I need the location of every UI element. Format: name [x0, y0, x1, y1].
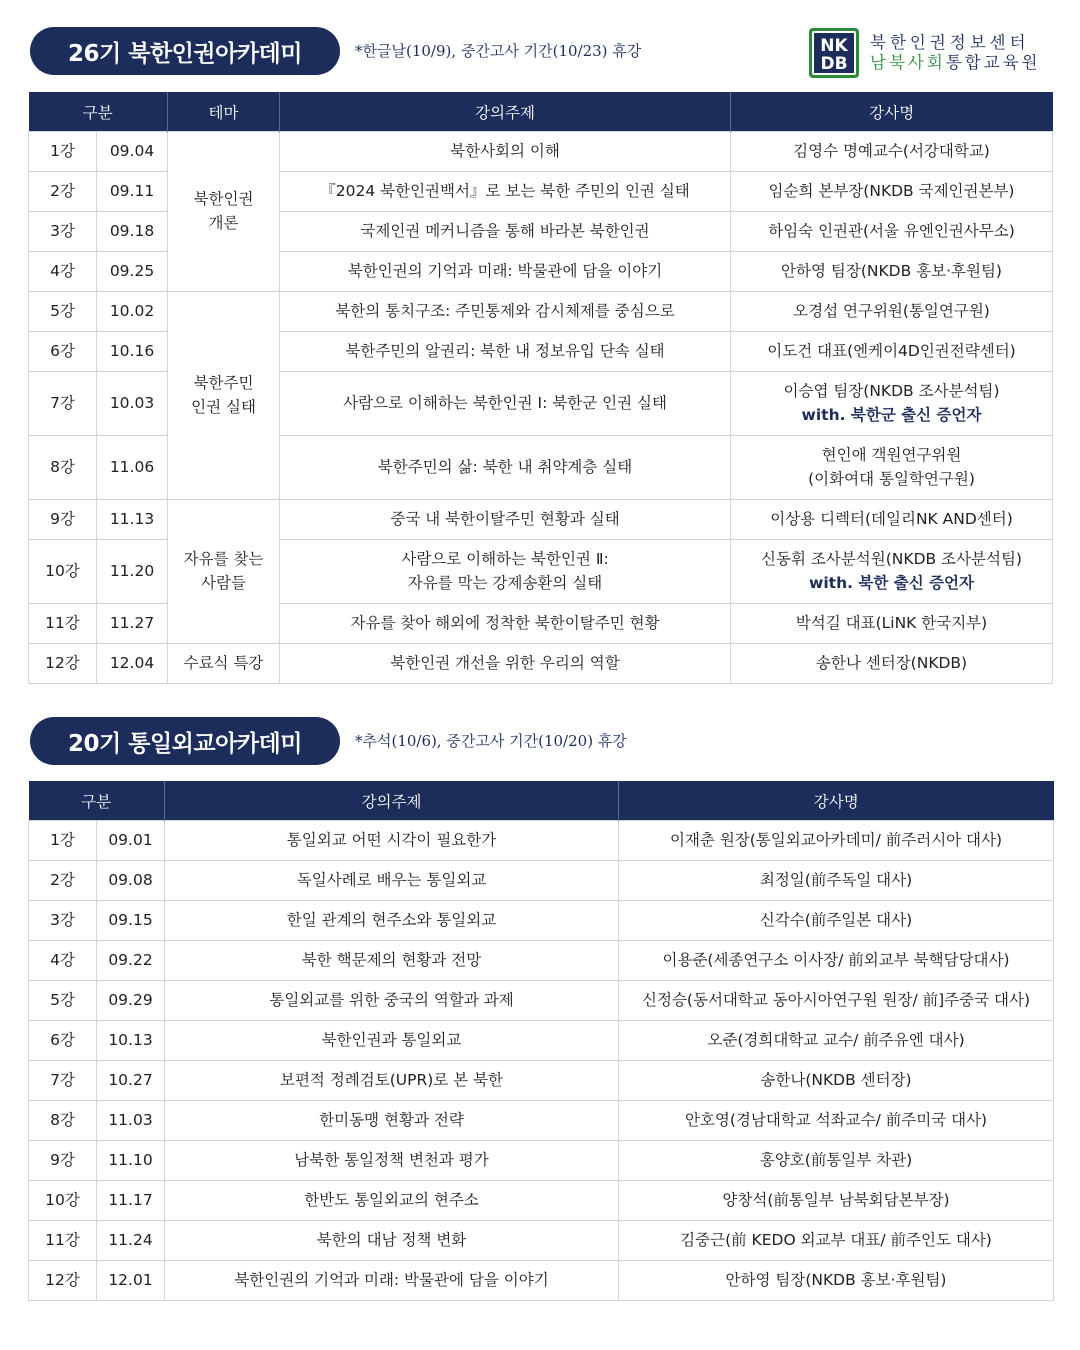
- lecture-speaker: 이재춘 원장(통일외교아카데미/ 前주러시아 대사): [619, 821, 1054, 861]
- lecture-number: 11강: [29, 1221, 97, 1261]
- lecture-topic: 북한인권의 기억과 미래: 박물관에 담을 이야기: [280, 252, 731, 292]
- table-row: [29, 941, 1054, 981]
- col-header-speaker: 강사명: [731, 92, 1053, 132]
- lecture-topic: 사람으로 이해하는 북한인권 Ⅱ: 자유를 막는 강제송환의 실태: [280, 540, 731, 604]
- lecture-date: 10.02: [97, 292, 168, 332]
- col-header-theme: 테마: [168, 92, 280, 132]
- col-header-speaker: 강사명: [619, 781, 1054, 821]
- lecture-date: 11.03: [97, 1101, 165, 1141]
- lecture-topic: 독일사례로 배우는 통일외교: [165, 861, 619, 901]
- table-row: [29, 292, 1053, 332]
- lecture-topic: 북한인권 개선을 위한 우리의 역할: [280, 644, 731, 684]
- lecture-date: 09.11: [97, 172, 168, 212]
- lecture-date: 11.06: [97, 436, 168, 500]
- speaker-name: 하임숙 인권관(서울 유엔인권사무소): [768, 221, 1015, 240]
- lecture-topic: 북한인권과 통일외교: [165, 1021, 619, 1061]
- col-header-topic: 강의주제: [280, 92, 731, 132]
- lecture-number: 7강: [29, 1061, 97, 1101]
- speaker-name: 박석길 대표(LiNK 한국지부): [795, 613, 988, 632]
- lecture-date: 09.29: [97, 981, 165, 1021]
- col-header-topic: 강의주제: [165, 781, 619, 821]
- lecture-topic: 보편적 정례검토(UPR)로 본 북한: [165, 1061, 619, 1101]
- table-row: [29, 1101, 1054, 1141]
- lecture-number: 8강: [29, 1101, 97, 1141]
- lecture-date: 11.27: [97, 604, 168, 644]
- lecture-topic: 북한주민의 삶: 북한 내 취약계층 실태: [280, 436, 731, 500]
- lecture-number: 12강: [29, 1261, 97, 1301]
- lecture-speaker: 최정일(前주독일 대사): [619, 861, 1054, 901]
- table-row: [29, 981, 1054, 1021]
- lecture-number: 4강: [29, 941, 97, 981]
- lecture-number: 10강: [29, 1181, 97, 1221]
- table-row: [29, 861, 1054, 901]
- speaker-name: 신동휘 조사분석원(NKDB 조사분석팀): [761, 550, 1022, 569]
- lecture-number: 2강: [29, 861, 97, 901]
- lecture-theme: 자유를 찾는 사람들: [168, 500, 280, 644]
- lecture-date: 09.04: [97, 132, 168, 172]
- speaker-name: 오경섭 연구위원(통일연구원): [793, 301, 990, 320]
- academy20-table: [28, 781, 1054, 1301]
- guest-witness: with. 북한군 출신 증언자: [801, 405, 982, 424]
- lecture-number: 9강: [29, 1141, 97, 1181]
- lecture-date: 10.16: [97, 332, 168, 372]
- speaker-name: 이도건 대표(엔케이4D인권전략센터): [767, 341, 1016, 360]
- lecture-speaker: [731, 540, 1053, 604]
- lecture-topic: 자유를 찾아 해외에 정착한 북한이탈주민 현황: [280, 604, 731, 644]
- lecture-number: 9강: [29, 500, 97, 540]
- lecture-topic: 북한의 대남 정책 변화: [165, 1221, 619, 1261]
- lecture-topic: 북한 핵문제의 현황과 전망: [165, 941, 619, 981]
- lecture-date: 11.10: [97, 1141, 165, 1181]
- lecture-date: 09.01: [97, 821, 165, 861]
- speaker-name: 송한나 센터장(NKDB): [815, 653, 968, 672]
- logo-org-subname: 남북사회통합교육원: [870, 53, 1041, 72]
- lecture-topic: 한일 관계의 현주소와 통일외교: [165, 901, 619, 941]
- lecture-speaker: 안호영(경남대학교 석좌교수/ 前주미국 대사): [619, 1101, 1054, 1141]
- speaker-name: 이승엽 팀장(NKDB 조사분석팀): [783, 382, 1000, 401]
- table-row: [29, 1221, 1054, 1261]
- lecture-topic: 『2024 북한인권백서』로 보는 북한 주민의 인권 실태: [280, 172, 731, 212]
- lecture-topic: 통일외교 어떤 시각이 필요한가: [165, 821, 619, 861]
- lecture-number: 10강: [29, 540, 97, 604]
- lecture-number: 3강: [29, 901, 97, 941]
- lecture-topic: 북한의 통치구조: 주민통제와 감시체제를 중심으로: [280, 292, 731, 332]
- lecture-speaker: 이용준(세종연구소 이사장/ 前외교부 북핵담당대사): [619, 941, 1054, 981]
- lecture-theme: 수료식 특강: [168, 644, 280, 684]
- section2-note: *추석(10/6), 중간고사 기간(10/20) 휴강: [355, 732, 627, 750]
- lecture-date: 12.01: [97, 1261, 165, 1301]
- lecture-speaker: 신정승(동서대학교 동아시아연구원 원장/ 前]주중국 대사): [619, 981, 1054, 1021]
- lecture-speaker: 오준(경희대학교 교수/ 前주유엔 대사): [619, 1021, 1054, 1061]
- lecture-speaker: [731, 252, 1053, 292]
- col-header-no: 구분: [29, 92, 168, 132]
- lecture-speaker: [731, 292, 1053, 332]
- lecture-number: 6강: [29, 1021, 97, 1061]
- lecture-date: 10.13: [97, 1021, 165, 1061]
- nkdb-logo-icon: [808, 27, 860, 79]
- lecture-date: 12.04: [97, 644, 168, 684]
- section1-title: 26기 북한인권아카데미: [30, 27, 340, 75]
- lecture-number: 6강: [29, 332, 97, 372]
- lecture-number: 7강: [29, 372, 97, 436]
- lecture-date: 11.13: [97, 500, 168, 540]
- table-row: [29, 1181, 1054, 1221]
- lecture-date: 11.24: [97, 1221, 165, 1261]
- lecture-topic: 국제인권 메커니즘을 통해 바라본 북한인권: [280, 212, 731, 252]
- lecture-date: 09.08: [97, 861, 165, 901]
- lecture-speaker: [731, 436, 1053, 500]
- table-row: [29, 132, 1053, 172]
- lecture-date: 10.03: [97, 372, 168, 436]
- lecture-topic: 북한사회의 이해: [280, 132, 731, 172]
- logo-org-name: 북한인권정보센터: [870, 33, 1030, 53]
- lecture-date: 09.25: [97, 252, 168, 292]
- lecture-number: 3강: [29, 212, 97, 252]
- lecture-topic: 중국 내 북한이탈주민 현황과 실태: [280, 500, 731, 540]
- lecture-number: 8강: [29, 436, 97, 500]
- section1-note: *한글날(10/9), 중간고사 기간(10/23) 휴강: [355, 42, 642, 60]
- lecture-number: 1강: [29, 821, 97, 861]
- lecture-topic: 한반도 통일외교의 현주소: [165, 1181, 619, 1221]
- lecture-speaker: 안하영 팀장(NKDB 홍보·후원팀): [619, 1261, 1054, 1301]
- lecture-theme: 북한주민 인권 실태: [168, 292, 280, 500]
- academy26-table: [28, 92, 1053, 684]
- lecture-date: 09.22: [97, 941, 165, 981]
- col-header-no: 구분: [29, 781, 165, 821]
- lecture-speaker: [731, 500, 1053, 540]
- speaker-name: 김영수 명예교수(서강대학교): [793, 141, 990, 160]
- speaker-name: 임순희 본부장(NKDB 국제인권본부): [768, 181, 1015, 200]
- table-row: [29, 901, 1054, 941]
- lecture-date: 09.15: [97, 901, 165, 941]
- lecture-speaker: [731, 644, 1053, 684]
- lecture-number: 12강: [29, 644, 97, 684]
- nkdb-logo: [808, 26, 1048, 80]
- lecture-speaker: [731, 604, 1053, 644]
- lecture-topic: 한미동맹 현황과 전략: [165, 1101, 619, 1141]
- guest-witness: with. 북한 출신 증언자: [809, 573, 974, 592]
- section2-title: 20기 통일외교아카데미: [30, 717, 340, 765]
- svg-text:NK: NK: [820, 36, 848, 56]
- table-row: [29, 1061, 1054, 1101]
- speaker-name: 현인애 객원연구위원 (이화여대 통일학연구원): [808, 446, 975, 488]
- lecture-speaker: 송한나(NKDB 센터장): [619, 1061, 1054, 1101]
- lecture-speaker: 홍양호(前통일부 차관): [619, 1141, 1054, 1181]
- lecture-topic: 남북한 통일정책 변천과 평가: [165, 1141, 619, 1181]
- lecture-speaker: [731, 172, 1053, 212]
- lecture-topic: 통일외교를 위한 중국의 역할과 과제: [165, 981, 619, 1021]
- speaker-name: 이상용 디렉터(데일리NK AND센터): [770, 509, 1013, 528]
- table-row: [29, 821, 1054, 861]
- lecture-number: 2강: [29, 172, 97, 212]
- lecture-speaker: [731, 132, 1053, 172]
- lecture-number: 11강: [29, 604, 97, 644]
- lecture-speaker: [731, 212, 1053, 252]
- lecture-number: 5강: [29, 981, 97, 1021]
- lecture-theme: 북한인권 개론: [168, 132, 280, 292]
- lecture-speaker: 양창석(前통일부 남북회담본부장): [619, 1181, 1054, 1221]
- table-row: [29, 644, 1053, 684]
- table-row: [29, 1021, 1054, 1061]
- lecture-number: 5강: [29, 292, 97, 332]
- lecture-date: 11.20: [97, 540, 168, 604]
- speaker-name: 안하영 팀장(NKDB 홍보·후원팀): [781, 261, 1002, 280]
- lecture-speaker: 김중근(前 KEDO 외교부 대표/ 前주인도 대사): [619, 1221, 1054, 1261]
- lecture-topic: 북한주민의 알권리: 북한 내 정보유입 단속 실태: [280, 332, 731, 372]
- lecture-topic: 북한인권의 기억과 미래: 박물관에 담을 이야기: [165, 1261, 619, 1301]
- lecture-date: 11.17: [97, 1181, 165, 1221]
- lecture-speaker: [731, 372, 1053, 436]
- lecture-date: 09.18: [97, 212, 168, 252]
- svg-text:DB: DB: [820, 54, 848, 74]
- lecture-topic: 사람으로 이해하는 북한인권 Ⅰ: 북한군 인권 실태: [280, 372, 731, 436]
- lecture-speaker: 신각수(前주일본 대사): [619, 901, 1054, 941]
- table-row: [29, 500, 1053, 540]
- lecture-speaker: [731, 332, 1053, 372]
- table-row: [29, 1261, 1054, 1301]
- lecture-date: 10.27: [97, 1061, 165, 1101]
- lecture-number: 1강: [29, 132, 97, 172]
- lecture-number: 4강: [29, 252, 97, 292]
- table-row: [29, 1141, 1054, 1181]
